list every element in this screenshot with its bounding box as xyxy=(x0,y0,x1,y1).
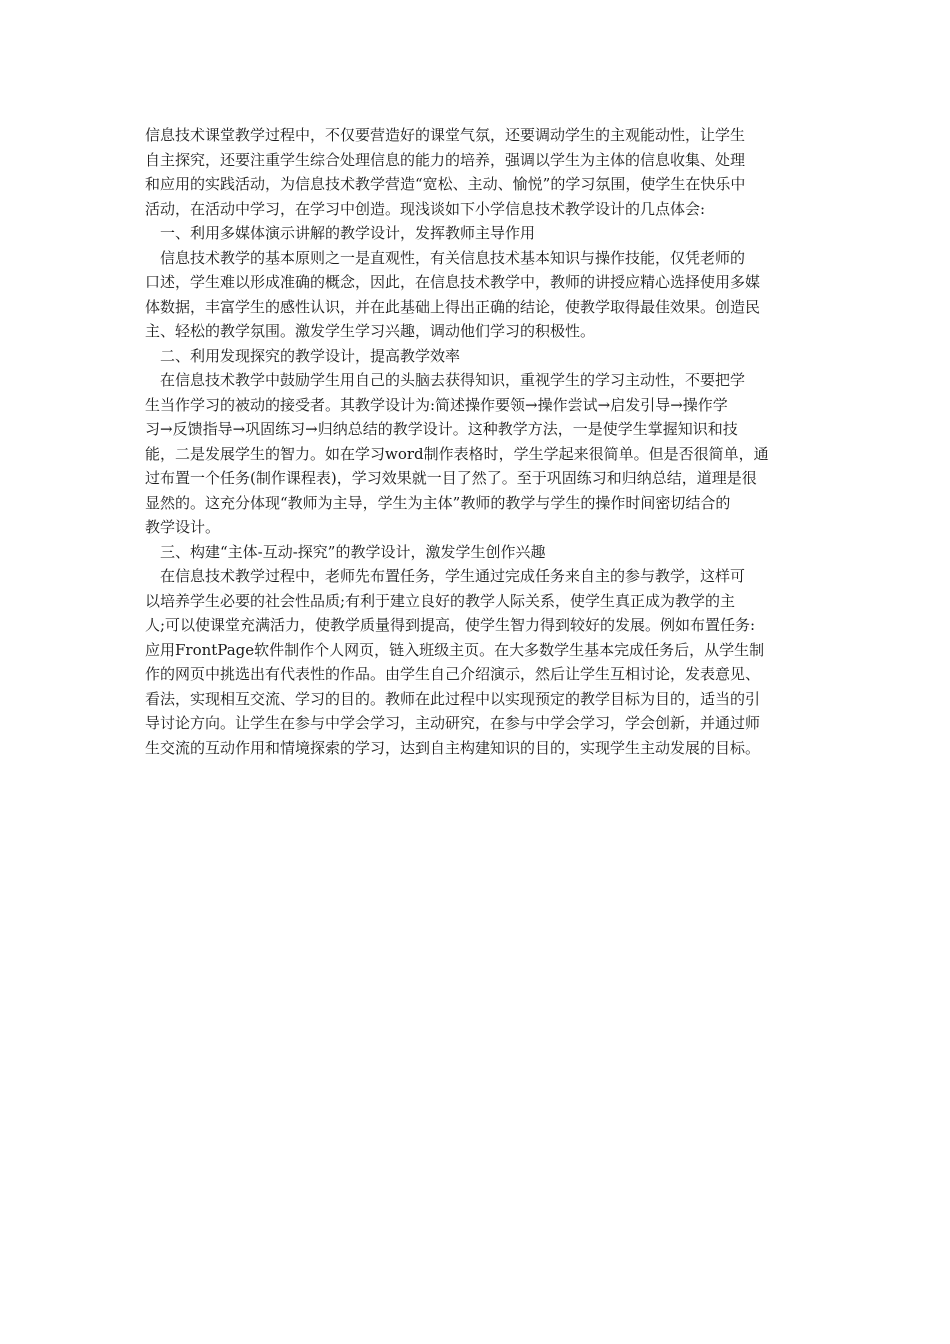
text-line: 一、利用多媒体演示讲解的教学设计，发挥教师主导作用 xyxy=(160,224,536,242)
text-line: 导讨论方向。让学生在参与中学会学习，主动研究，在参与中学会学习，学会创新，并通过师 xyxy=(145,714,761,732)
text-line: 显然的。这充分体现“教师为主导，学生为主体”教师的教学与学生的操作时间密切结合的 xyxy=(145,493,731,512)
text-line: 主、轻松的教学氛围。激发学生学习兴趣，调动他们学习的积极性。 xyxy=(145,322,596,340)
text-line: 生交流的互动作用和情境探索的学习，达到自主构建知识的目的，实现学生主动发展的目标。 xyxy=(145,738,761,757)
text-line: 过布置一个任务(制作课程表)，学习效果就一目了然了。至于巩固练习和归纳总结，道理是很 xyxy=(145,469,757,487)
text-line: 二、利用发现探究的教学设计，提高教学效率 xyxy=(160,346,461,365)
text-line: 以培养学生必要的社会性品质;有利于建立良好的教学人际关系，使学生真正成为教学的主 xyxy=(145,591,736,610)
text-line: 口述，学生难以形成准确的概念，因此，在信息技术教学中，教师的讲授应精心选择使用多媒 xyxy=(145,273,761,291)
text-line: 三、构建“主体-互动-探究”的教学设计，激发学生创作兴趣 xyxy=(160,542,546,561)
text-line: 看法，实现相互交流、学习的目的。教师在此过程中以实现预定的教学目标为目的，适当的引 xyxy=(145,689,761,708)
text-line: 活动，在活动中学习，在学习中创造。现浅谈如下小学信息技术教学设计的几点体会: xyxy=(145,199,706,218)
text-line: 人;可以使课堂充满活力，使教学质量得到提高，使学生智力得到较好的发展。例如布置任务: xyxy=(145,616,756,634)
text-line: 能，二是发展学生的智力。如在学习word制作表格时，学生学起来很简单。但是否很简单，通 xyxy=(145,444,769,463)
text-line: 自主探究，还要注重学生综合处理信息的能力的培养，强调以学生为主体的信息收集、处理 xyxy=(145,150,746,169)
text-line: 习→反馈指导→巩固练习→归纳总结的教学设计。这种教学方法，一是使学生掌握知识和技 xyxy=(145,420,738,438)
text-line: 信息技术教学的基本原则之一是直观性，有关信息技术基本知识与操作技能，仅凭老师的 xyxy=(160,248,746,267)
text-line: 体数据，丰富学生的感性认识，并在此基础上得出正确的结论，使教学取得最佳效果。创造民 xyxy=(145,297,761,316)
text-line: 作的网页中挑选出有代表性的作品。由学生自己介绍演示，然后让学生互相讨论，发表意见、 xyxy=(145,665,761,683)
text-line: 信息技术课堂教学过程中，不仅要营造好的课堂气氛，还要调动学生的主观能动性，让学生 xyxy=(145,126,746,144)
text-line: 生当作学习的被动的接受者。其教学设计为:简述操作要领→操作尝试→启发引导→操作学 xyxy=(145,395,728,414)
document-page xyxy=(145,123,810,760)
text-line: 在信息技术教学过程中，老师先布置任务，学生通过完成任务来自主的参与教学，这样可 xyxy=(160,567,746,585)
text-line: 在信息技术教学中鼓励学生用自己的头脑去获得知识，重视学生的学习主动性，不要把学 xyxy=(160,371,746,389)
text-line: 应用FrontPage软件制作个人网页，链入班级主页。在大多数学生基本完成任务后，从学生制 xyxy=(145,640,765,659)
text-line: 教学设计。 xyxy=(145,518,221,536)
text-line: 和应用的实践活动，为信息技术教学营造“宽松、主动、愉悦”的学习氛围，使学生在快乐中 xyxy=(145,175,746,193)
